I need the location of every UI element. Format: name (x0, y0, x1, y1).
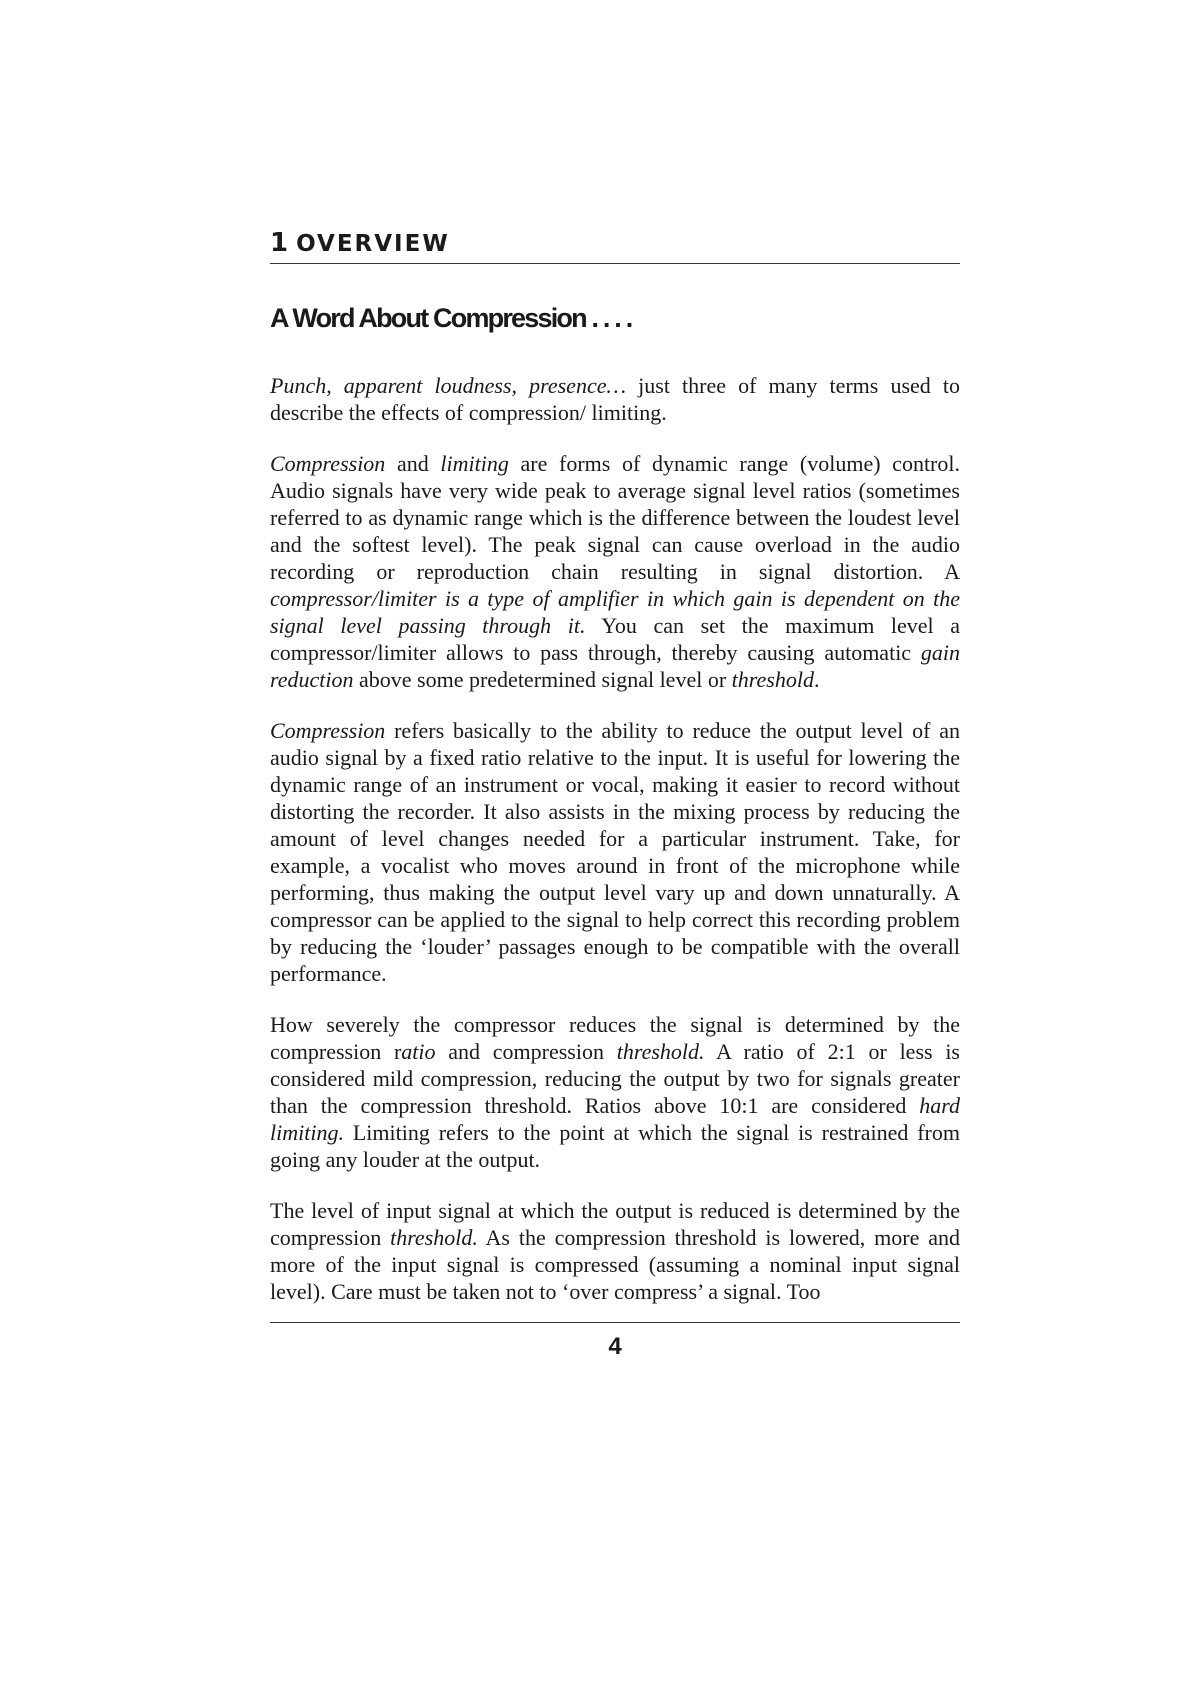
paragraph-text: Limiting refers to the point at which the signal is restrained from going any louder at the output. (270, 1120, 960, 1172)
paragraph-text: A ratio of 2:1 or less is considered mild compression, reducing the output by two for signals greater than the compression threshold. Ratios above 10:1 are considered (270, 1039, 960, 1118)
chapter-title: OVERVIEW (296, 231, 450, 257)
emphasis-text: Compression (270, 451, 386, 476)
body-paragraph (270, 372, 960, 426)
emphasis-text: limiting (440, 451, 509, 476)
body-paragraph (270, 1197, 960, 1305)
paragraph-text: You can set the maximum level a compressor/limiter allows to pass through, thereby causing automatic (270, 613, 961, 665)
section-title: A Word About Compression . . . . (270, 303, 632, 333)
emphasis-text: threshold. (616, 1039, 705, 1064)
emphasis-text: atio (401, 1039, 436, 1064)
emphasis-text: Compression (270, 718, 386, 743)
header-rule (270, 263, 960, 264)
emphasis-text: compressor/limiter is a type of amplifier in which gain is dependent on the signal level passing through it. (270, 586, 960, 638)
paragraph-text: refers basically to the ability to reduce the output level of an audio signal by a fixed ratio relative to the input. It is useful for lowering the dynamic range of an instrument or vocal, making it easier to record without distorting the recorder. It also assists in the mixing process by reducing the amount of level changes needed for a particular instrument. Take, for example, a vocalist who moves around in front of the microphone while performing, thus making the output level vary up and down unnaturally. A compressor can be applied to the signal to help correct this recording problem by reducing the ‘louder’ passages enough to be compatible with the overall performance. (270, 718, 960, 986)
page-number: 4 (608, 1333, 622, 1360)
paragraph-text: above some predetermined signal level or (353, 667, 732, 692)
paragraph-text: How severely the compressor reduces the signal is determined by the compression r (270, 1012, 960, 1064)
paragraph-text: and compression (435, 1039, 617, 1064)
emphasis-text: threshold (731, 667, 814, 692)
emphasis-text: threshold. (390, 1225, 478, 1250)
body-text (270, 372, 960, 1305)
emphasis-text: Punch, apparent loudness, presence… (270, 373, 627, 398)
body-paragraph (270, 1011, 960, 1173)
chapter-heading (270, 228, 960, 263)
paragraph-text: . (813, 667, 820, 692)
paragraph-text: and (385, 451, 441, 476)
paragraph-text: are forms of dynamic range (volume) control. Audio signals have very wide peak to average signal level ratios (sometimes referred to as dynamic range which is the difference between the loudest level and the softest level). The peak signal can cause overload in the audio recording or reproduction chain resulting in signal distortion. A (270, 451, 960, 584)
body-paragraph (270, 717, 960, 987)
footer-rule (270, 1322, 960, 1323)
chapter-number: 1 (270, 228, 291, 258)
paragraph-text: just three of many terms used to describe the effects of compression/ limiting. (270, 373, 960, 425)
paragraph-text: As the compression threshold is lowered, more and more of the input signal is compressed (assuming a nominal input signal level). Care must be taken not to ‘over compress’ a signal. Too (270, 1225, 960, 1304)
body-paragraph (270, 450, 960, 693)
page-content (270, 228, 960, 1305)
emphasis-text: hard limiting. (270, 1093, 960, 1145)
emphasis-text: gain reduction (270, 640, 960, 692)
paragraph-text: The level of input signal at which the output is reduced is determined by the compression (270, 1198, 960, 1250)
